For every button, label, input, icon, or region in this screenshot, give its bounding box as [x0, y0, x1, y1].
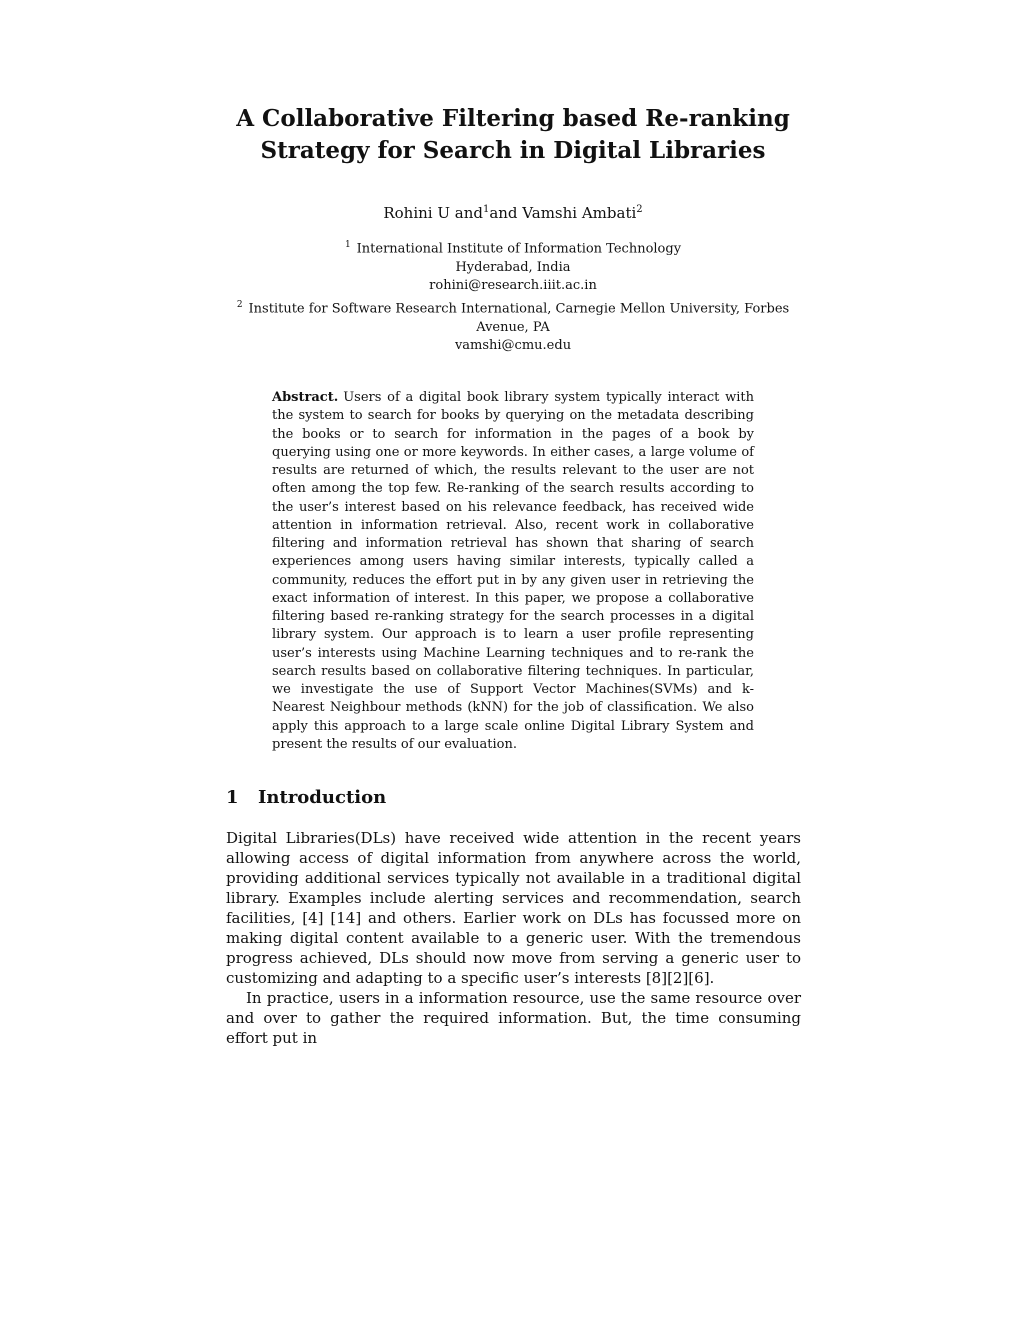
abstract-label: Abstract.	[272, 390, 339, 405]
section-heading	[226, 786, 386, 810]
affiliation-1-mark: 1	[344, 240, 351, 250]
section-number: 1	[226, 787, 239, 808]
affiliation-2	[215, 296, 811, 337]
section-title: Introduction	[258, 787, 387, 808]
affiliation-2-institution: Institute for Software Research International, Carnegie Mellon University, Forbes Avenue, PA	[248, 301, 790, 335]
affiliation-2-mark: 2	[236, 299, 243, 310]
abstract-text: Users of a digital book library system typically interact with the system to search for books by querying on the metadata describing the books or to search for information in the pages of a book by querying using one or more keywords. In either cases, a large volume of results are returned of which, the results relevant to the user are not often among the top few. Re-ranking of the search results according to the user’s interest based on his relevance feedback, has received wide attention in information retrieval. Also, recent work in collaborative filtering and information retrieval has shown that sharing of search experiences among users having similar interests, typically called a community, reduces the effort put in by any given user in retrieving the exact information of interest. In this paper, we propose a collaborative filtering based re-ranking strategy for the search processes in a digital library system. Our approach is to learn a user profile representing user’s interests using Machine Learning techniques and to re-rank the search results based on collaborative filtering techniques. In particular, we investigate the use of Support Vector Machines(SVMs) and k-Nearest Neighbour methods (kNN) for the job of classification. We also apply this approach to a large scale online Digital Library System and present the results of our evaluation.	[272, 390, 754, 752]
author-1-affil-mark: 1	[482, 204, 490, 215]
paragraph: Digital Libraries(DLs) have received wide attention in the recent years allowing access of digital information from anywhere across the world, providing additional services typically not available in a traditional digital library. Examples include alerting services and recommendation, search facilities, [4] [14] and others. Earlier work on DLs has focussed more on making digital content available to a generic user. With the tremendous progress achieved, DLs should now move from serving a generic user to customizing and adapting to a specific user’s interests [8][2][6].	[226, 829, 801, 987]
abstract	[272, 389, 754, 754]
affiliations	[215, 236, 811, 356]
author-2: and Vamshi Ambati	[489, 204, 637, 222]
section-body	[226, 828, 801, 1048]
affiliation-1-email: rohini@research.iiit.ac.in	[429, 278, 597, 294]
paper-title: A Collaborative Filtering based Re-ranking Strategy for Search in Digital Libraries	[236, 105, 790, 164]
affiliation-1-location: Hyderabad, India	[455, 259, 571, 275]
author-1: Rohini U and	[383, 204, 483, 222]
author-2-affil-mark: 2	[636, 204, 643, 215]
author-line	[200, 200, 826, 223]
affiliation-2-email: vamshi@cmu.edu	[454, 338, 572, 354]
paragraph: In practice, users in a information resource, use the same resource over and over to gather the required information. But, the time consuming effort put in	[226, 989, 801, 1047]
affiliation-1	[215, 236, 811, 259]
affiliation-1-institution: International Institute of Information Technology	[356, 241, 682, 257]
